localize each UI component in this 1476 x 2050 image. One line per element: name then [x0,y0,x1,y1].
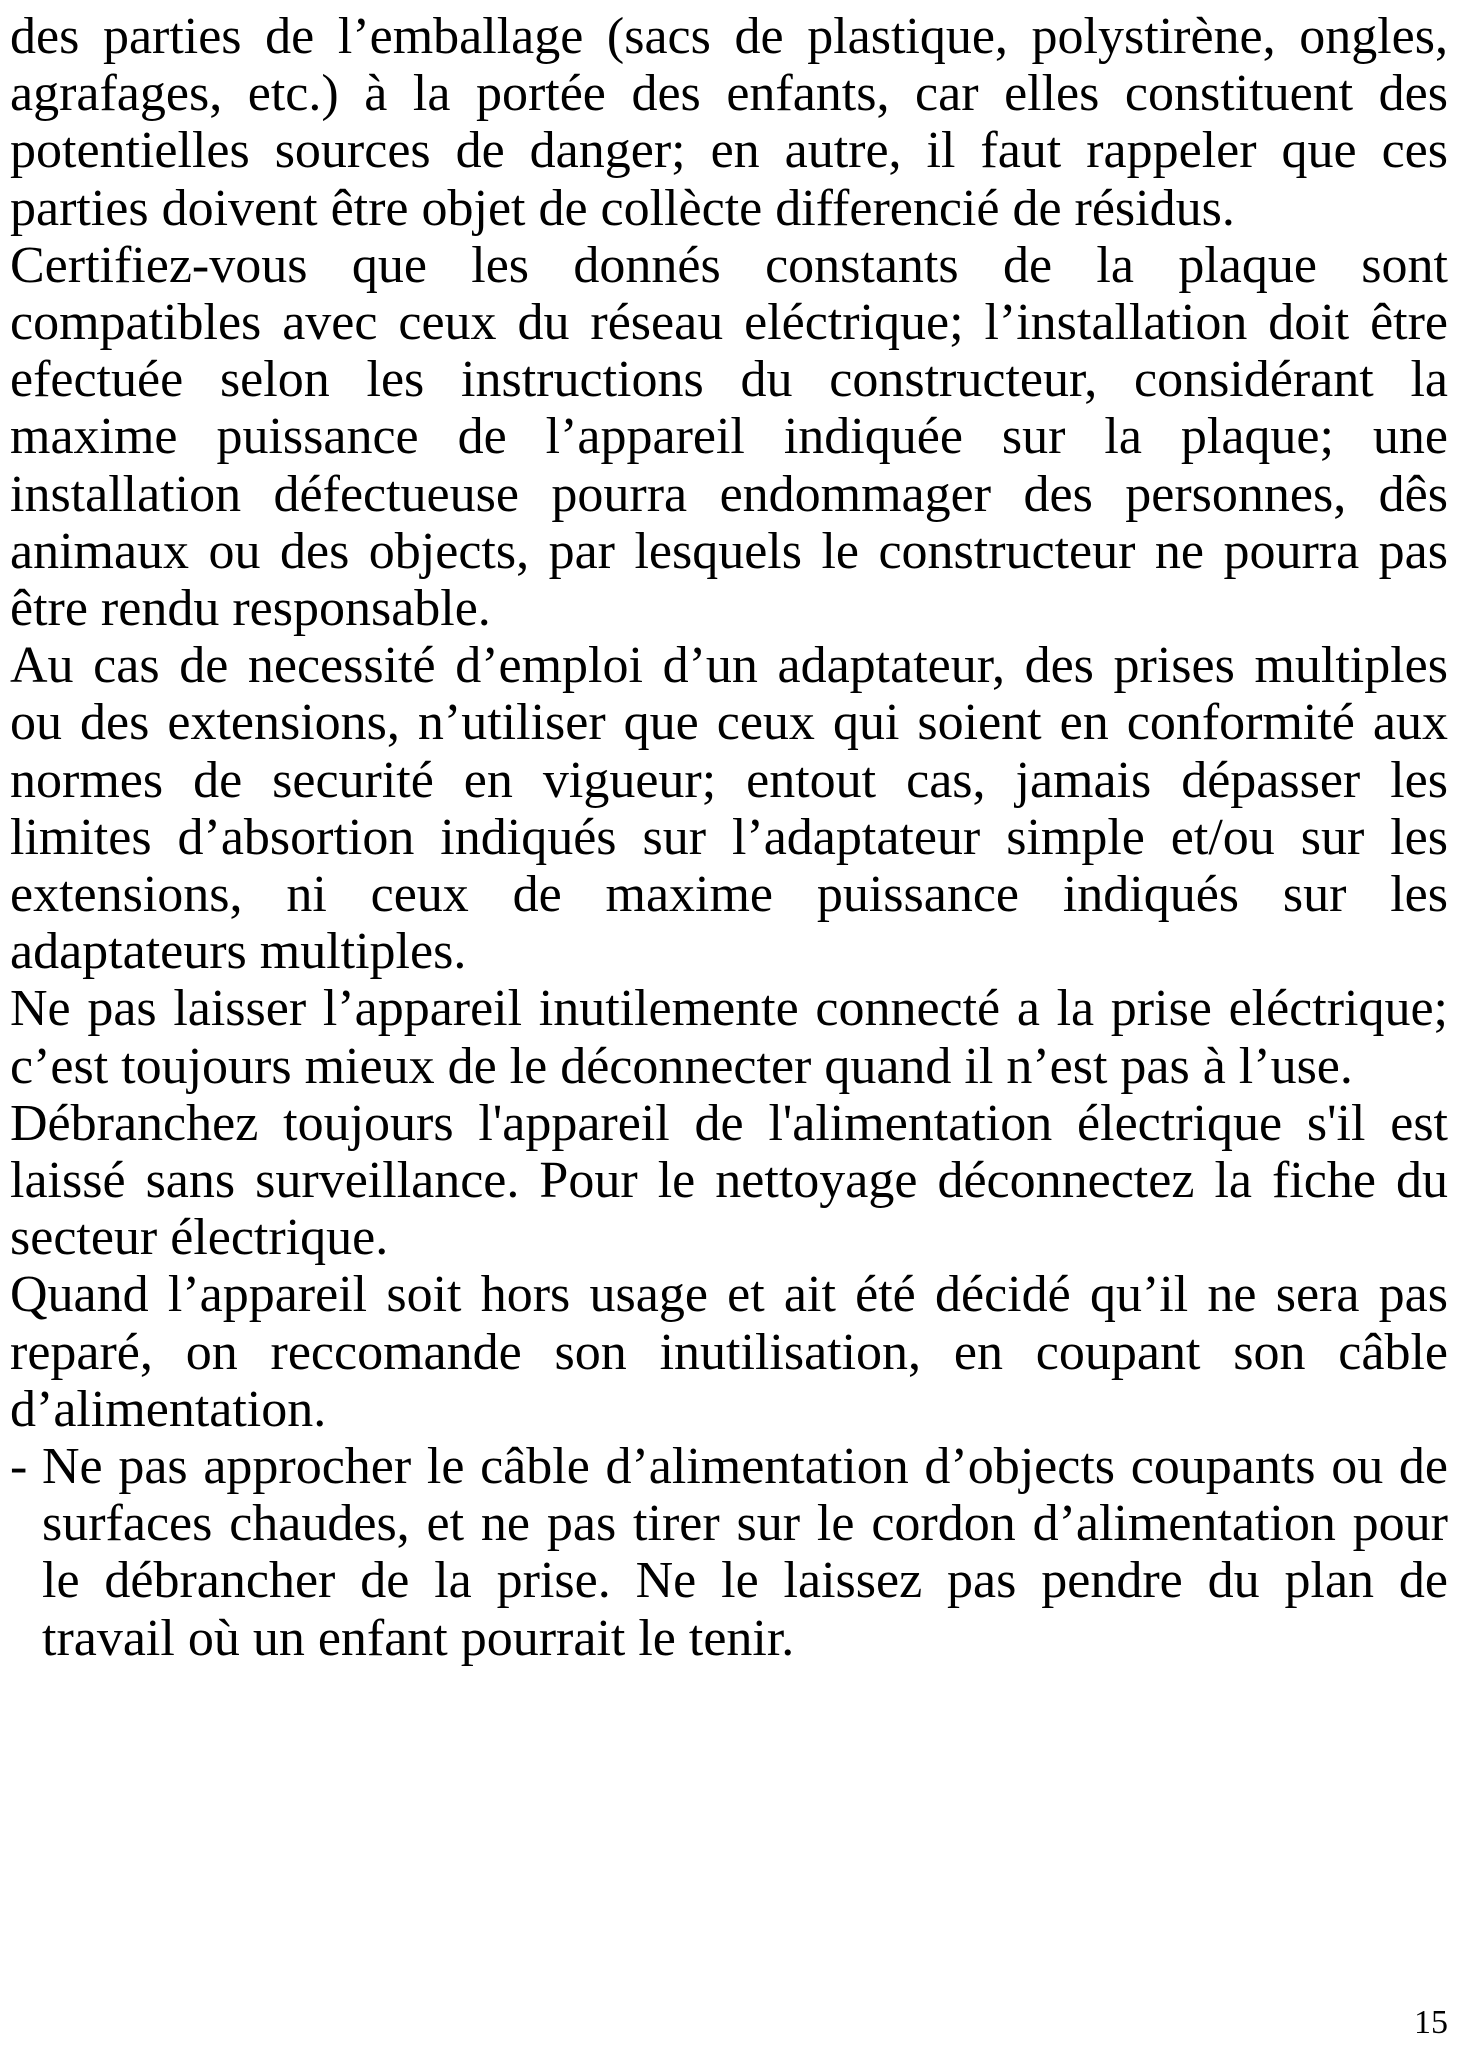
paragraph-disconnect: Ne pas laisser l’appareil inutilemente connecté a la prise eléctrique; c’est toujours mieux de le déconnecter quand il n’est pas à l’use. [10,980,1448,1095]
paragraph-packaging: des parties de l’emballage (sacs de plastique, polystirène, ongles, agrafages, etc.) à la portée des enfants, car elles constituent des potentielles sources de danger; en autre, il faut rappeler que ces parties doivent être objet de collècte differencié de résidus. [10,8,1448,237]
paragraph-rating-plate: Certifiez-vous que les donnés constants de la plaque sont compatibles avec ceux du réseau eléctrique; l’installation doit être efectuée selon les instructions du constructeur, considérant la maxime puissance de l’appareil indiquée sur la plaque; une installation défectueuse pourra endommager des personnes, dês animaux ou des objects, par lesquels le constructeur ne pourra pas être rendu responsable. [10,236,1448,638]
page-body [10,8,1448,1667]
paragraph-adapters: Au cas de necessité d’emploi d’un adaptateur, des prises multiples ou des extensions, n’utiliser que ceux qui soient en conformité aux normes de securité en vigueur; entout cas, jamais dépasser les limites d’absortion indiqués sur l’adaptateur simple et/ou sur les extensions, ni ceux de maxime puissance indiqués sur les adaptateurs multiples. [10,637,1448,981]
paragraph-unplug-unattended: Débranchez toujours l'appareil de l'alimentation électrique s'il est laissé sans surveillance. Pour le nettoyage déconnectez la fiche du secteur électrique. [10,1094,1448,1267]
bullet-text: Ne pas approcher le câble d’alimentation d’objects coupants ou de surfaces chaudes, et ne pas tirer sur le cordon d’alimentation pour le débrancher de la prise. Ne le laissez pas pendre du plan de travail où un enfant pourrait le tenir. [42,1438,1448,1667]
page-number: 15 [1414,2004,1448,2041]
bullet-mark: - [10,1438,28,1496]
paragraph-disposal: Quand l’appareil soit hors usage et ait été décidé qu’il ne sera pas reparé, on reccomande son inutilisation, en coupant son câble d’alimentation. [10,1266,1448,1438]
bullet-cable-warning [10,1438,1448,1667]
